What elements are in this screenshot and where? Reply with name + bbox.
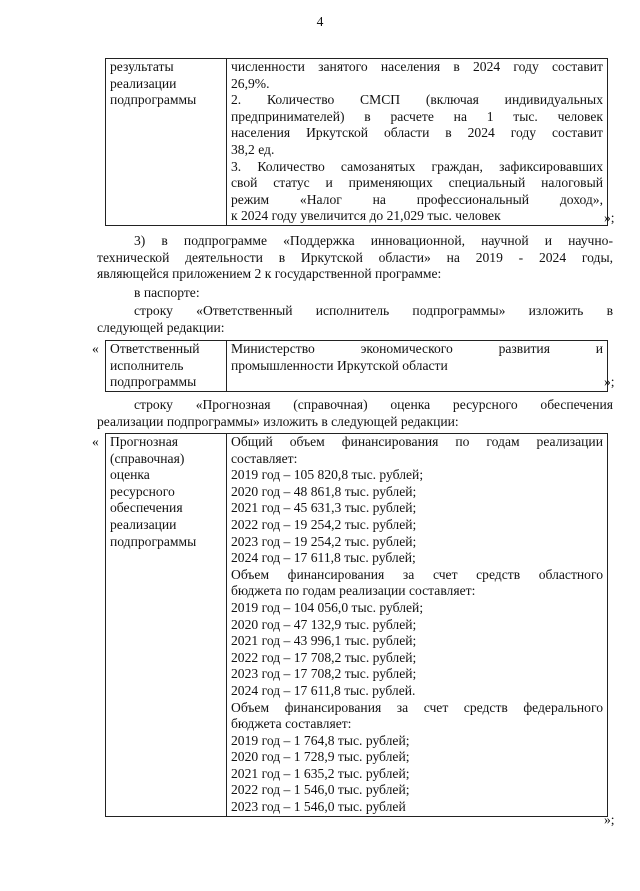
value-line: 2019 год – 104 056,0 тыс. рублей; (231, 599, 424, 615)
opening-quote: « (92, 434, 99, 449)
value-line: 2022 год – 1 546,0 тыс. рублей; (231, 782, 410, 798)
label-line: Ответственный (110, 341, 200, 356)
value-line: 2021 год – 1 635,2 тыс. рублей; (231, 765, 410, 781)
value-line: Общий объем финансирования по годам реализации (231, 434, 603, 449)
results-value-cell (227, 59, 608, 226)
label-line: исполнитель (110, 357, 184, 373)
value-line: 2022 год – 19 254,2 тыс. рублей; (231, 516, 417, 532)
funding-table (105, 433, 608, 817)
responsible-table (105, 340, 608, 392)
value-line: Объем финансирования за счет средств федерального (231, 699, 603, 715)
value-line: 3. Количество самозанятых граждан, зафиксировавших (231, 158, 603, 174)
text-line: в паспорте: (134, 285, 200, 300)
label-line: ресурсного (110, 483, 175, 499)
value-line: 2019 год – 105 820,8 тыс. рублей; (231, 467, 424, 483)
value-line: бюджета составляет: (231, 716, 352, 732)
value-line: Министерство экономического развития и (231, 341, 603, 356)
value-line: 38,2 ед. (231, 141, 275, 157)
text-line: 3) в подпрограмме «Поддержка инновационной, научной и научно- (134, 233, 613, 248)
value-line: 2024 год – 17 611,8 тыс. рублей. (231, 682, 416, 698)
value-line: к 2024 году увеличится до 21,029 тыс. человек (231, 208, 501, 224)
text-line: строку «Прогнозная (справочная) оценка ресурсного обеспечения (134, 397, 613, 412)
value-line: населения Иркутской области в 2024 году составит (231, 125, 603, 141)
closing-quote: »; (604, 374, 615, 389)
text-line: следующей редакции: (97, 319, 225, 335)
value-line: 2021 год – 43 996,1 тыс. рублей; (231, 633, 417, 649)
label-line: подпрограммы (110, 533, 197, 549)
value-line: 2021 год – 45 631,3 тыс. рублей; (231, 500, 417, 516)
label-line: подпрограммы (110, 374, 197, 390)
value-line: 26,9%. (231, 75, 270, 91)
results-table (105, 58, 608, 226)
paragraph-responsible (97, 303, 613, 336)
label-line: подпрограммы (110, 92, 197, 108)
funding-value-cell (227, 434, 608, 817)
value-line: численности занятого населения в 2024 году составит (231, 59, 603, 74)
funding-label-cell (106, 434, 227, 817)
page-number: 4 (316, 14, 324, 29)
value-line: составляет: (231, 450, 298, 466)
text-line: технической деятельности в Иркутской области» на 2019 - 2024 годы, (97, 249, 613, 265)
value-line: бюджета по годам реализации составляет: (231, 583, 476, 599)
label-line: реализации (110, 516, 177, 532)
value-line: 2. Количество СМСП (включая индивидуальных (231, 92, 603, 108)
value-line: промышленности Иркутской области (231, 357, 448, 373)
label-line: (справочная) (110, 450, 185, 466)
text-line: являющейся приложением 2 к государственной программе: (97, 266, 442, 282)
label-line: реализации (110, 75, 177, 91)
value-line: режим «Налог на профессиональный доход», (231, 191, 603, 207)
label-line: результаты (110, 59, 174, 74)
paragraph-passport (97, 285, 613, 302)
value-line: 2023 год – 17 708,2 тыс. рублей; (231, 666, 417, 682)
label-line: обеспечения (110, 500, 183, 516)
value-line: 2020 год – 1 728,9 тыс. рублей; (231, 749, 410, 765)
closing-quote: »; (604, 812, 615, 827)
value-line: предпринимателей) в расчете на 1 тыс. человек (231, 108, 603, 124)
value-line: 2024 год – 17 611,8 тыс. рублей; (231, 550, 416, 566)
label-line: оценка (110, 467, 150, 483)
label-line: Прогнозная (110, 434, 178, 449)
closing-quote: »; (604, 210, 615, 225)
responsible-label-cell (106, 341, 227, 392)
text-line: реализации подпрограммы» изложить в следующей редакции: (97, 413, 459, 429)
value-line: 2020 год – 47 132,9 тыс. рублей; (231, 616, 417, 632)
value-line: Объем финансирования за счет средств областного (231, 566, 603, 582)
value-line: 2023 год – 19 254,2 тыс. рублей; (231, 533, 417, 549)
value-line: 2023 год – 1 546,0 тыс. рублей (231, 799, 406, 815)
text-line: строку «Ответственный исполнитель подпрограммы» изложить в (134, 303, 613, 318)
opening-quote: « (92, 341, 99, 356)
value-line: свой статус и применяющих специальный налоговый (231, 175, 603, 191)
paragraph-subprogram (97, 233, 613, 283)
results-label-cell (106, 59, 227, 226)
value-line: 2020 год – 48 861,8 тыс. рублей; (231, 483, 417, 499)
paragraph-forecast (97, 397, 613, 430)
value-line: 2019 год – 1 764,8 тыс. рублей; (231, 732, 410, 748)
responsible-value-cell (227, 341, 608, 392)
value-line: 2022 год – 17 708,2 тыс. рублей; (231, 649, 417, 665)
